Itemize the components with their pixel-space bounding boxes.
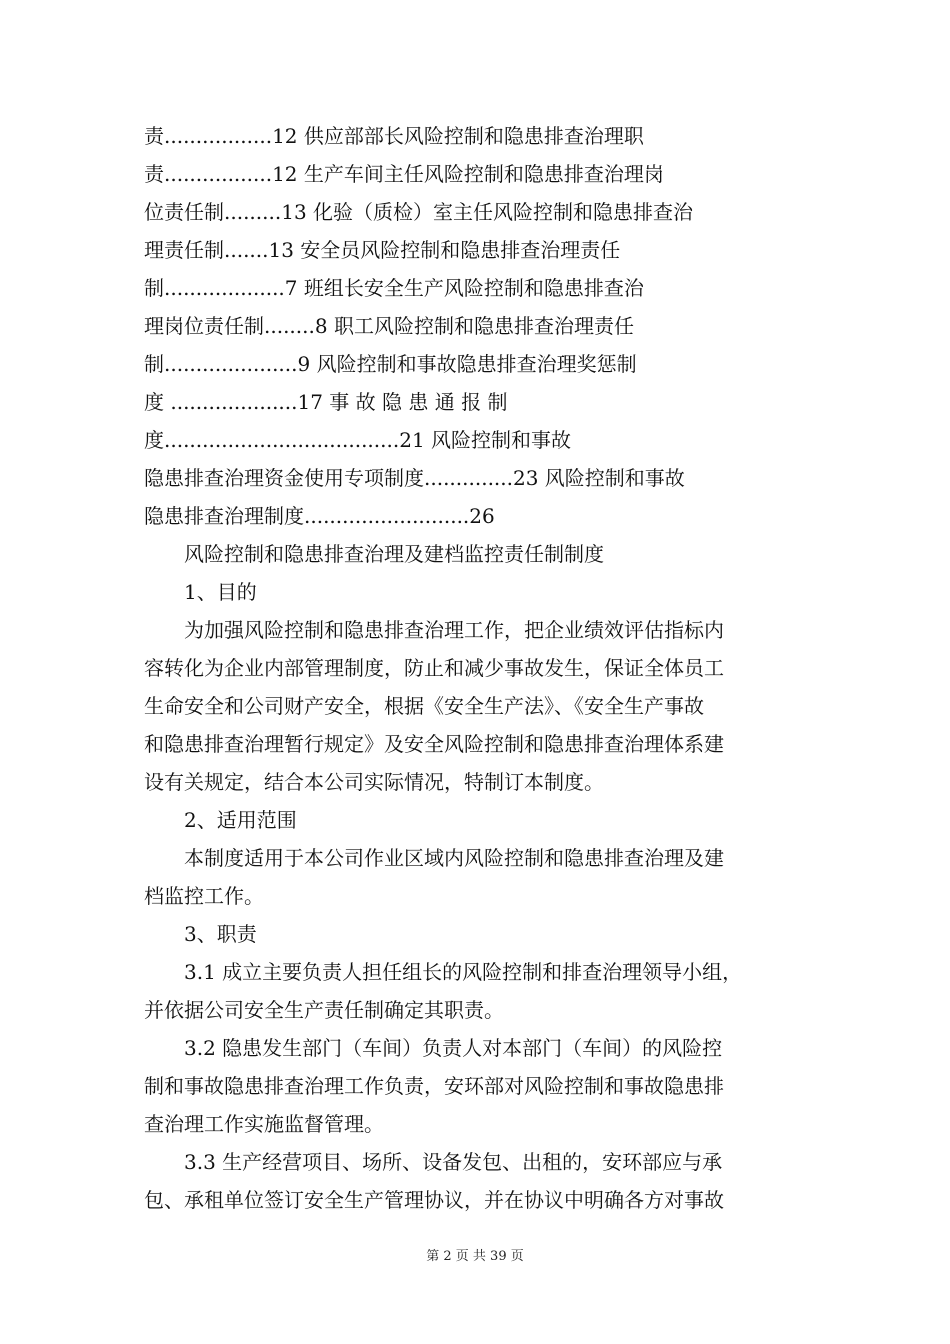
- body-line: 设有关规定，结合本公司实际情况，特制订本制度。: [144, 770, 604, 794]
- toc-line: 度 ....................17 事 故 隐 患 通 报 制: [144, 390, 508, 414]
- toc-line: 度.....................................21 风险控制和事故: [144, 428, 572, 452]
- heading-purpose: 1、目的: [144, 580, 257, 604]
- body-line: 制和事故隐患排查治理工作负责，安环部对风险控制和事故隐患排: [144, 1074, 724, 1098]
- toc-line: 理岗位责任制........8 职工风险控制和隐患排查治理责任: [144, 314, 634, 338]
- toc-line: 制.....................9 风险控制和事故隐患排查治理奖惩制: [144, 352, 637, 376]
- toc-line: 责.................12 供应部部长风险控制和隐患排查治理职: [144, 124, 644, 148]
- body-line: 容转化为企业内部管理制度，防止和减少事故发生，保证全体员工: [144, 656, 724, 680]
- body-line: 包、承租单位签订安全生产管理协议，并在协议中明确各方对事故: [144, 1188, 724, 1212]
- toc-line: 理责任制.......13 安全员风险控制和隐患排查治理责任: [144, 238, 621, 262]
- body-line: 查治理工作实施监督管理。: [144, 1112, 384, 1136]
- toc-line: 位责任制.........13 化验（质检）室主任风险控制和隐患排查治: [144, 200, 694, 224]
- toc-line: 责.................12 生产车间主任风险控制和隐患排查治理岗: [144, 162, 664, 186]
- body-line: 档监控工作。: [144, 884, 264, 908]
- body-line: 和隐患排查治理暂行规定》及安全风险控制和隐患排查治理体系建: [144, 732, 724, 756]
- toc-line: 隐患排查治理制度..........................26: [144, 504, 495, 528]
- body-line: 生命安全和公司财产安全，根据《安全生产法》、《安全生产事故: [144, 694, 704, 718]
- body-line: 3.3 生产经营项目、场所、设备发包、出租的，安环部应与承: [144, 1150, 723, 1174]
- body-line: 本制度适用于本公司作业区域内风险控制和隐患排查治理及建: [144, 846, 724, 870]
- heading-duties: 3、职责: [144, 922, 257, 946]
- page-number-footer: 第 2 页 共 39 页: [426, 1249, 524, 1264]
- body-line: 并依据公司安全生产责任制确定其职责。: [144, 998, 504, 1022]
- toc-line: 制...................7 班组长安全生产风险控制和隐患排查治: [144, 276, 644, 300]
- body-line: 为加强风险控制和隐患排查治理工作，把企业绩效评估指标内: [144, 618, 724, 642]
- body-line: 3.1 成立主要负责人担任组长的风险控制和排查治理领导小组，: [144, 960, 743, 984]
- body-line: 3.2 隐患发生部门（车间）负责人对本部门（车间）的风险控: [144, 1036, 723, 1060]
- toc-line: 隐患排查治理资金使用专项制度..............23 风险控制和事故: [144, 466, 685, 490]
- heading-scope: 2、适用范围: [144, 808, 297, 832]
- section-title: 风险控制和隐患排查治理及建档监控责任制制度: [144, 542, 604, 566]
